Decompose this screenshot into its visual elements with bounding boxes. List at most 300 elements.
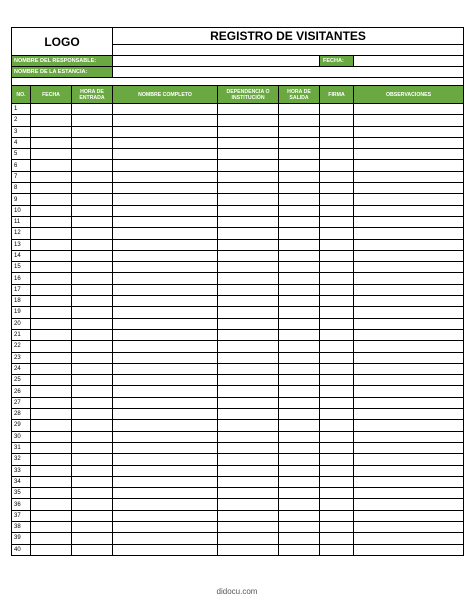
- hora-salida-cell[interactable]: [279, 273, 320, 284]
- firma-cell[interactable]: [320, 431, 354, 442]
- hora-entrada-cell[interactable]: [72, 228, 113, 239]
- firma-cell[interactable]: [320, 104, 354, 115]
- fecha-cell[interactable]: [31, 171, 72, 182]
- fecha-cell[interactable]: [31, 397, 72, 408]
- firma-cell[interactable]: [320, 216, 354, 227]
- hora-entrada-cell[interactable]: [72, 250, 113, 261]
- nombre-cell[interactable]: [113, 397, 218, 408]
- observaciones-cell[interactable]: [354, 284, 464, 295]
- observaciones-cell[interactable]: [354, 273, 464, 284]
- firma-cell[interactable]: [320, 307, 354, 318]
- nombre-cell[interactable]: [113, 239, 218, 250]
- dependencia-cell[interactable]: [218, 160, 279, 171]
- firma-cell[interactable]: [320, 409, 354, 420]
- responsable-field[interactable]: [113, 56, 320, 67]
- nombre-cell[interactable]: [113, 454, 218, 465]
- estancia-label: NOMBRE DE LA ESTANCIA:: [12, 67, 113, 78]
- nombre-cell[interactable]: [113, 296, 218, 307]
- hora-salida-cell[interactable]: [279, 296, 320, 307]
- hora-salida-cell[interactable]: [279, 160, 320, 171]
- nombre-cell[interactable]: [113, 160, 218, 171]
- observaciones-cell[interactable]: [354, 183, 464, 194]
- hora-entrada-cell[interactable]: [72, 216, 113, 227]
- fecha-cell[interactable]: [31, 431, 72, 442]
- observaciones-cell[interactable]: [354, 420, 464, 431]
- fecha-field[interactable]: [354, 56, 464, 67]
- hora-salida-cell[interactable]: [279, 386, 320, 397]
- dependencia-cell[interactable]: [218, 499, 279, 510]
- hora-entrada-cell[interactable]: [72, 296, 113, 307]
- hora-salida-cell[interactable]: [279, 510, 320, 521]
- fecha-cell[interactable]: [31, 329, 72, 340]
- nombre-cell[interactable]: [113, 465, 218, 476]
- hora-entrada-cell[interactable]: [72, 239, 113, 250]
- hora-entrada-cell[interactable]: [72, 521, 113, 532]
- fecha-cell[interactable]: [31, 115, 72, 126]
- observaciones-cell[interactable]: [354, 329, 464, 340]
- fecha-cell[interactable]: [31, 205, 72, 216]
- col-header-fecha: FECHA: [31, 86, 72, 104]
- fecha-cell[interactable]: [31, 454, 72, 465]
- dependencia-cell[interactable]: [218, 137, 279, 148]
- observaciones-cell[interactable]: [354, 296, 464, 307]
- observaciones-cell[interactable]: [354, 363, 464, 374]
- hora-entrada-cell[interactable]: [72, 386, 113, 397]
- nombre-cell[interactable]: [113, 409, 218, 420]
- dependencia-cell[interactable]: [218, 262, 279, 273]
- hora-entrada-cell[interactable]: [72, 171, 113, 182]
- observaciones-cell[interactable]: [354, 352, 464, 363]
- hora-salida-cell[interactable]: [279, 544, 320, 555]
- hora-entrada-cell[interactable]: [72, 488, 113, 499]
- dependencia-cell[interactable]: [218, 239, 279, 250]
- dependencia-cell[interactable]: [218, 420, 279, 431]
- hora-salida-cell[interactable]: [279, 465, 320, 476]
- observaciones-cell[interactable]: [354, 171, 464, 182]
- fecha-cell[interactable]: [31, 499, 72, 510]
- hora-entrada-cell[interactable]: [72, 318, 113, 329]
- hora-entrada-cell[interactable]: [72, 465, 113, 476]
- hora-salida-cell[interactable]: [279, 205, 320, 216]
- firma-cell[interactable]: [320, 284, 354, 295]
- hora-salida-cell[interactable]: [279, 104, 320, 115]
- firma-cell[interactable]: [320, 386, 354, 397]
- nombre-cell[interactable]: [113, 194, 218, 205]
- observaciones-cell[interactable]: [354, 488, 464, 499]
- dependencia-cell[interactable]: [218, 375, 279, 386]
- hora-salida-cell[interactable]: [279, 284, 320, 295]
- dependencia-cell[interactable]: [218, 126, 279, 137]
- dependencia-cell[interactable]: [218, 307, 279, 318]
- fecha-cell[interactable]: [31, 465, 72, 476]
- fecha-cell[interactable]: [31, 409, 72, 420]
- firma-cell[interactable]: [320, 420, 354, 431]
- nombre-cell[interactable]: [113, 488, 218, 499]
- fecha-cell[interactable]: [31, 420, 72, 431]
- observaciones-cell[interactable]: [354, 431, 464, 442]
- firma-cell[interactable]: [320, 544, 354, 555]
- row-number: 37: [12, 510, 31, 521]
- firma-cell[interactable]: [320, 442, 354, 453]
- hora-salida-cell[interactable]: [279, 442, 320, 453]
- observaciones-cell[interactable]: [354, 521, 464, 532]
- fecha-cell[interactable]: [31, 262, 72, 273]
- hora-salida-cell[interactable]: [279, 329, 320, 340]
- dependencia-cell[interactable]: [218, 521, 279, 532]
- dependencia-cell[interactable]: [218, 431, 279, 442]
- firma-cell[interactable]: [320, 171, 354, 182]
- dependencia-cell[interactable]: [218, 216, 279, 227]
- fecha-cell[interactable]: [31, 544, 72, 555]
- firma-cell[interactable]: [320, 262, 354, 273]
- firma-cell[interactable]: [320, 273, 354, 284]
- dependencia-cell[interactable]: [218, 273, 279, 284]
- firma-cell[interactable]: [320, 205, 354, 216]
- hora-salida-cell[interactable]: [279, 454, 320, 465]
- observaciones-cell[interactable]: [354, 465, 464, 476]
- hora-salida-cell[interactable]: [279, 126, 320, 137]
- row-number: 17: [12, 284, 31, 295]
- hora-salida-cell[interactable]: [279, 194, 320, 205]
- firma-cell[interactable]: [320, 533, 354, 544]
- hora-entrada-cell[interactable]: [72, 284, 113, 295]
- nombre-cell[interactable]: [113, 521, 218, 532]
- nombre-cell[interactable]: [113, 149, 218, 160]
- hora-entrada-cell[interactable]: [72, 137, 113, 148]
- firma-cell[interactable]: [320, 510, 354, 521]
- nombre-cell[interactable]: [113, 386, 218, 397]
- fecha-cell[interactable]: [31, 137, 72, 148]
- nombre-cell[interactable]: [113, 216, 218, 227]
- dependencia-cell[interactable]: [218, 183, 279, 194]
- dependencia-cell[interactable]: [218, 228, 279, 239]
- nombre-cell[interactable]: [113, 533, 218, 544]
- observaciones-cell[interactable]: [354, 239, 464, 250]
- estancia-field[interactable]: [113, 67, 464, 78]
- fecha-cell[interactable]: [31, 375, 72, 386]
- nombre-cell[interactable]: [113, 284, 218, 295]
- hora-salida-cell[interactable]: [279, 183, 320, 194]
- dependencia-cell[interactable]: [218, 476, 279, 487]
- hora-entrada-cell[interactable]: [72, 307, 113, 318]
- hora-entrada-cell[interactable]: [72, 499, 113, 510]
- hora-entrada-cell[interactable]: [72, 194, 113, 205]
- fecha-cell[interactable]: [31, 341, 72, 352]
- fecha-cell[interactable]: [31, 476, 72, 487]
- fecha-cell[interactable]: [31, 296, 72, 307]
- fecha-cell[interactable]: [31, 216, 72, 227]
- row-number: 14: [12, 250, 31, 261]
- firma-cell[interactable]: [320, 499, 354, 510]
- hora-salida-cell[interactable]: [279, 115, 320, 126]
- observaciones-cell[interactable]: [354, 442, 464, 453]
- observaciones-cell[interactable]: [354, 409, 464, 420]
- fecha-cell[interactable]: [31, 363, 72, 374]
- observaciones-cell[interactable]: [354, 397, 464, 408]
- hora-entrada-cell[interactable]: [72, 160, 113, 171]
- observaciones-cell[interactable]: [354, 250, 464, 261]
- fecha-cell[interactable]: [31, 386, 72, 397]
- hora-entrada-cell[interactable]: [72, 363, 113, 374]
- nombre-cell[interactable]: [113, 228, 218, 239]
- dependencia-cell[interactable]: [218, 250, 279, 261]
- dependencia-cell[interactable]: [218, 488, 279, 499]
- observaciones-cell[interactable]: [354, 104, 464, 115]
- nombre-cell[interactable]: [113, 307, 218, 318]
- firma-cell[interactable]: [320, 183, 354, 194]
- dependencia-cell[interactable]: [218, 341, 279, 352]
- hora-salida-cell[interactable]: [279, 533, 320, 544]
- hora-salida-cell[interactable]: [279, 363, 320, 374]
- dependencia-cell[interactable]: [218, 329, 279, 340]
- observaciones-cell[interactable]: [354, 476, 464, 487]
- hora-entrada-cell[interactable]: [72, 476, 113, 487]
- table-row: [12, 205, 464, 216]
- fecha-cell[interactable]: [31, 352, 72, 363]
- firma-cell[interactable]: [320, 137, 354, 148]
- nombre-cell[interactable]: [113, 499, 218, 510]
- dependencia-cell[interactable]: [218, 397, 279, 408]
- hora-salida-cell[interactable]: [279, 488, 320, 499]
- observaciones-cell[interactable]: [354, 228, 464, 239]
- hora-entrada-cell[interactable]: [72, 397, 113, 408]
- fecha-cell[interactable]: [31, 273, 72, 284]
- firma-cell[interactable]: [320, 363, 354, 374]
- observaciones-cell[interactable]: [354, 115, 464, 126]
- nombre-cell[interactable]: [113, 137, 218, 148]
- hora-entrada-cell[interactable]: [72, 409, 113, 420]
- firma-cell[interactable]: [320, 465, 354, 476]
- fecha-cell[interactable]: [31, 488, 72, 499]
- row-number: 34: [12, 476, 31, 487]
- dependencia-cell[interactable]: [218, 510, 279, 521]
- hora-entrada-cell[interactable]: [72, 431, 113, 442]
- observaciones-cell[interactable]: [354, 544, 464, 555]
- nombre-cell[interactable]: [113, 352, 218, 363]
- hora-salida-cell[interactable]: [279, 171, 320, 182]
- nombre-cell[interactable]: [113, 341, 218, 352]
- hora-entrada-cell[interactable]: [72, 273, 113, 284]
- dependencia-cell[interactable]: [218, 386, 279, 397]
- hora-salida-cell[interactable]: [279, 228, 320, 239]
- firma-cell[interactable]: [320, 397, 354, 408]
- hora-entrada-cell[interactable]: [72, 341, 113, 352]
- nombre-cell[interactable]: [113, 329, 218, 340]
- fecha-cell[interactable]: [31, 250, 72, 261]
- observaciones-cell[interactable]: [354, 510, 464, 521]
- observaciones-cell[interactable]: [354, 149, 464, 160]
- fecha-cell[interactable]: [31, 533, 72, 544]
- observaciones-cell[interactable]: [354, 386, 464, 397]
- hora-entrada-cell[interactable]: [72, 262, 113, 273]
- hora-salida-cell[interactable]: [279, 476, 320, 487]
- firma-cell[interactable]: [320, 488, 354, 499]
- observaciones-cell[interactable]: [354, 205, 464, 216]
- hora-salida-cell[interactable]: [279, 341, 320, 352]
- firma-cell[interactable]: [320, 296, 354, 307]
- table-row: [12, 296, 464, 307]
- hora-salida-cell[interactable]: [279, 352, 320, 363]
- hora-salida-cell[interactable]: [279, 216, 320, 227]
- nombre-cell[interactable]: [113, 442, 218, 453]
- nombre-cell[interactable]: [113, 273, 218, 284]
- observaciones-cell[interactable]: [354, 318, 464, 329]
- dependencia-cell[interactable]: [218, 533, 279, 544]
- fecha-cell[interactable]: [31, 318, 72, 329]
- document-title: REGISTRO DE VISITANTES: [113, 28, 464, 45]
- nombre-cell[interactable]: [113, 183, 218, 194]
- hora-entrada-cell[interactable]: [72, 183, 113, 194]
- firma-cell[interactable]: [320, 341, 354, 352]
- dependencia-cell[interactable]: [218, 318, 279, 329]
- firma-cell[interactable]: [320, 250, 354, 261]
- hora-entrada-cell[interactable]: [72, 205, 113, 216]
- hora-salida-cell[interactable]: [279, 262, 320, 273]
- firma-cell[interactable]: [320, 149, 354, 160]
- nombre-cell[interactable]: [113, 420, 218, 431]
- observaciones-cell[interactable]: [354, 216, 464, 227]
- hora-entrada-cell[interactable]: [72, 126, 113, 137]
- table-row: [12, 239, 464, 250]
- fecha-cell[interactable]: [31, 228, 72, 239]
- fecha-cell[interactable]: [31, 183, 72, 194]
- hora-entrada-cell[interactable]: [72, 544, 113, 555]
- hora-salida-cell[interactable]: [279, 149, 320, 160]
- fecha-cell[interactable]: [31, 194, 72, 205]
- hora-salida-cell[interactable]: [279, 239, 320, 250]
- fecha-cell[interactable]: [31, 126, 72, 137]
- nombre-cell[interactable]: [113, 205, 218, 216]
- dependencia-cell[interactable]: [218, 363, 279, 374]
- firma-cell[interactable]: [320, 228, 354, 239]
- dependencia-cell[interactable]: [218, 205, 279, 216]
- fecha-cell[interactable]: [31, 307, 72, 318]
- row-number: 11: [12, 216, 31, 227]
- hora-salida-cell[interactable]: [279, 307, 320, 318]
- fecha-cell[interactable]: [31, 239, 72, 250]
- hora-salida-cell[interactable]: [279, 250, 320, 261]
- hora-salida-cell[interactable]: [279, 375, 320, 386]
- hora-entrada-cell[interactable]: [72, 454, 113, 465]
- hora-entrada-cell[interactable]: [72, 533, 113, 544]
- hora-entrada-cell[interactable]: [72, 149, 113, 160]
- firma-cell[interactable]: [320, 454, 354, 465]
- observaciones-cell[interactable]: [354, 194, 464, 205]
- observaciones-cell[interactable]: [354, 262, 464, 273]
- nombre-cell[interactable]: [113, 104, 218, 115]
- firma-cell[interactable]: [320, 476, 354, 487]
- observaciones-cell[interactable]: [354, 160, 464, 171]
- firma-cell[interactable]: [320, 194, 354, 205]
- dependencia-cell[interactable]: [218, 284, 279, 295]
- fecha-cell[interactable]: [31, 510, 72, 521]
- nombre-cell[interactable]: [113, 250, 218, 261]
- dependencia-cell[interactable]: [218, 104, 279, 115]
- hora-salida-cell[interactable]: [279, 521, 320, 532]
- observaciones-cell[interactable]: [354, 126, 464, 137]
- hora-entrada-cell[interactable]: [72, 115, 113, 126]
- observaciones-cell[interactable]: [354, 307, 464, 318]
- firma-cell[interactable]: [320, 160, 354, 171]
- table-row: [12, 420, 464, 431]
- observaciones-cell[interactable]: [354, 499, 464, 510]
- hora-entrada-cell[interactable]: [72, 375, 113, 386]
- fecha-cell[interactable]: [31, 284, 72, 295]
- row-number: 13: [12, 239, 31, 250]
- dependencia-cell[interactable]: [218, 115, 279, 126]
- hora-salida-cell[interactable]: [279, 420, 320, 431]
- hora-salida-cell[interactable]: [279, 318, 320, 329]
- hora-entrada-cell[interactable]: [72, 329, 113, 340]
- observaciones-cell[interactable]: [354, 341, 464, 352]
- observaciones-cell[interactable]: [354, 375, 464, 386]
- dependencia-cell[interactable]: [218, 465, 279, 476]
- row-number: 20: [12, 318, 31, 329]
- hora-entrada-cell[interactable]: [72, 420, 113, 431]
- fecha-cell[interactable]: [31, 521, 72, 532]
- nombre-cell[interactable]: [113, 115, 218, 126]
- hora-salida-cell[interactable]: [279, 431, 320, 442]
- hora-entrada-cell[interactable]: [72, 442, 113, 453]
- firma-cell[interactable]: [320, 318, 354, 329]
- nombre-cell[interactable]: [113, 363, 218, 374]
- row-number: 9: [12, 194, 31, 205]
- nombre-cell[interactable]: [113, 510, 218, 521]
- dependencia-cell[interactable]: [218, 454, 279, 465]
- hora-entrada-cell[interactable]: [72, 104, 113, 115]
- table-row: [12, 307, 464, 318]
- dependencia-cell[interactable]: [218, 352, 279, 363]
- hora-salida-cell[interactable]: [279, 137, 320, 148]
- dependencia-cell[interactable]: [218, 171, 279, 182]
- observaciones-cell[interactable]: [354, 454, 464, 465]
- firma-cell[interactable]: [320, 126, 354, 137]
- hora-salida-cell[interactable]: [279, 499, 320, 510]
- nombre-cell[interactable]: [113, 544, 218, 555]
- hora-salida-cell[interactable]: [279, 397, 320, 408]
- dependencia-cell[interactable]: [218, 149, 279, 160]
- nombre-cell[interactable]: [113, 262, 218, 273]
- hora-salida-cell[interactable]: [279, 409, 320, 420]
- observaciones-cell[interactable]: [354, 137, 464, 148]
- observaciones-cell[interactable]: [354, 533, 464, 544]
- dependencia-cell[interactable]: [218, 194, 279, 205]
- fecha-cell[interactable]: [31, 160, 72, 171]
- firma-cell[interactable]: [320, 521, 354, 532]
- firma-cell[interactable]: [320, 375, 354, 386]
- dependencia-cell[interactable]: [218, 409, 279, 420]
- nombre-cell[interactable]: [113, 375, 218, 386]
- hora-entrada-cell[interactable]: [72, 352, 113, 363]
- nombre-cell[interactable]: [113, 171, 218, 182]
- firma-cell[interactable]: [320, 115, 354, 126]
- hora-entrada-cell[interactable]: [72, 510, 113, 521]
- firma-cell[interactable]: [320, 239, 354, 250]
- nombre-cell[interactable]: [113, 126, 218, 137]
- dependencia-cell[interactable]: [218, 544, 279, 555]
- fecha-cell[interactable]: [31, 149, 72, 160]
- fecha-cell[interactable]: [31, 442, 72, 453]
- row-number: 24: [12, 363, 31, 374]
- nombre-cell[interactable]: [113, 431, 218, 442]
- dependencia-cell[interactable]: [218, 442, 279, 453]
- nombre-cell[interactable]: [113, 318, 218, 329]
- firma-cell[interactable]: [320, 329, 354, 340]
- dependencia-cell[interactable]: [218, 296, 279, 307]
- firma-cell[interactable]: [320, 352, 354, 363]
- fecha-cell[interactable]: [31, 104, 72, 115]
- nombre-cell[interactable]: [113, 476, 218, 487]
